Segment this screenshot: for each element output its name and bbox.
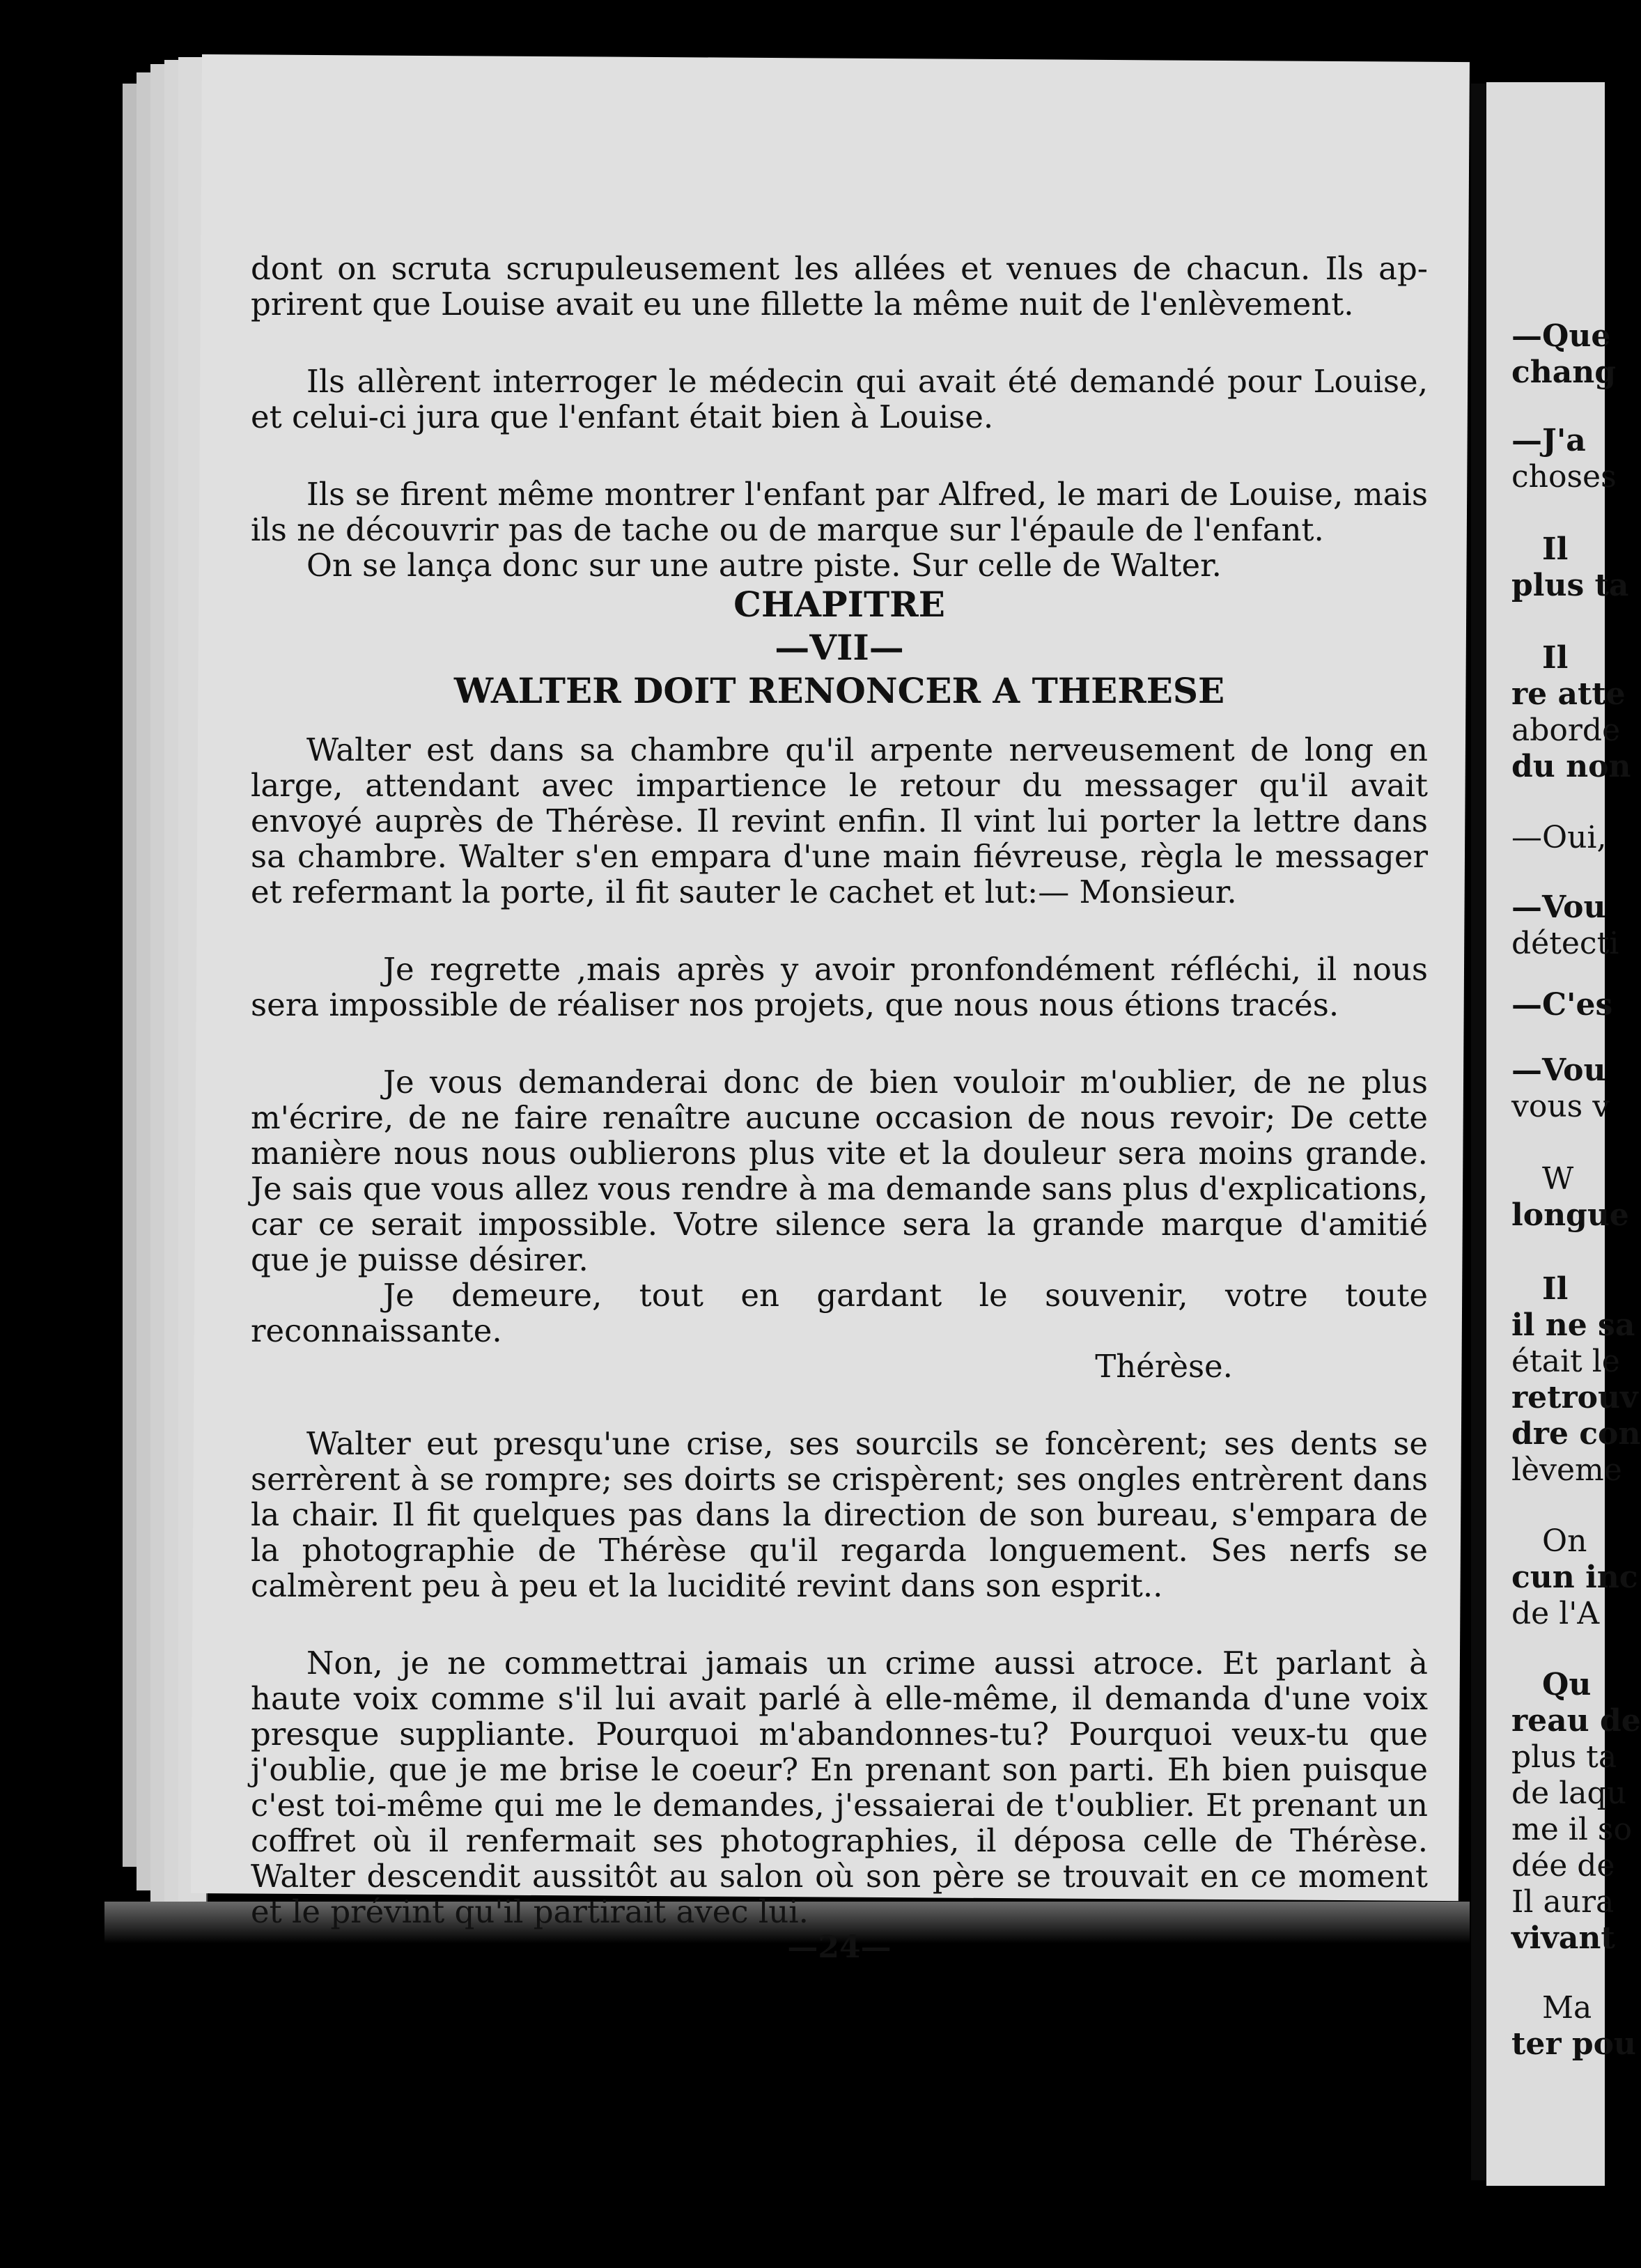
letter-signature: Thérèse. bbox=[1095, 1348, 1233, 1385]
facing-line: longue bbox=[1511, 1197, 1629, 1233]
facing-line: de l'A bbox=[1511, 1596, 1600, 1631]
facing-page bbox=[1486, 82, 1641, 2186]
facing-line: dée de bbox=[1511, 1848, 1615, 1883]
facing-line: plus ta bbox=[1511, 568, 1629, 603]
facing-line: —J'a bbox=[1511, 423, 1586, 458]
facing-line: vivant bbox=[1511, 1920, 1615, 1956]
facing-line: Qu bbox=[1542, 1667, 1592, 1702]
facing-line: —C'es bbox=[1511, 987, 1613, 1023]
facing-line: Il bbox=[1542, 1271, 1569, 1307]
facing-line: vous v bbox=[1511, 1089, 1610, 1124]
facing-line: était le bbox=[1511, 1344, 1620, 1379]
facing-line: On bbox=[1542, 1523, 1587, 1559]
letter-paragraph-2: Je vous demanderai donc de bien vouloir m'oublier, de ne plus m'écrire, de ne faire renaître aucune occasion de nous revoir; De cette manière nous nous oublierons plus vite et la douleur sera moins grande. Je sais que vous allez vous rendre à ma demande sans plus d'explications, car ce serait impossible. Votre silence sera la grande marque d'amitié que je puisse désirer. bbox=[251, 1064, 1428, 1278]
facing-line: ter pou bbox=[1511, 2026, 1636, 2062]
facing-line: re atte bbox=[1511, 676, 1626, 712]
letter-closing: Je demeure, tout en gardant le souvenir, votre toute reconnaissante. bbox=[251, 1277, 1428, 1349]
facing-line: retrouv bbox=[1511, 1380, 1638, 1415]
facing-line: reau de bbox=[1511, 1703, 1641, 1739]
facing-line: dre con bbox=[1511, 1416, 1641, 1452]
chapter-label: CHAPITRE bbox=[733, 584, 945, 625]
facing-line: me il so bbox=[1511, 1812, 1632, 1847]
page-text bbox=[251, 251, 1428, 1965]
facing-line: Ma bbox=[1542, 1990, 1592, 2026]
paragraph-4: On se lança donc sur une autre piste. Sur celle de Walter. bbox=[306, 547, 1222, 584]
paragraph-3: Ils se firent même montrer l'enfant par Alfred, le mari de Louise, mais ils ne découvrir pas de tache ou de marque sur l'épaule de l'enfant. bbox=[251, 476, 1428, 548]
facing-line: chang bbox=[1511, 355, 1617, 390]
letter-paragraph-1: Je regrette ,mais après y avoir pronfondément réfléchi, il nous sera impossible de réaliser nos projets, que nous nous étions tracés. bbox=[251, 951, 1428, 1023]
facing-line: Il bbox=[1542, 531, 1569, 567]
page-number: —24— bbox=[787, 1929, 892, 1965]
facing-line: W bbox=[1542, 1161, 1574, 1197]
paragraph-after-letter-2: Non, je ne commettrai jamais un crime aussi atroce. Et parlant à haute voix comme s'il lui avait parlé à elle-même, il demanda d'une voix presque suppliante. Pourquoi m'abandonnes-tu? Pourquoi veux-tu que j'oublie, que je me brise le coeur? En prenant son parti. Eh bien puisque c'est toi-même qui me le demandes, j'essaierai de t'oublier. Et prenant un coffret où il renfermait ses photographies, il déposa celle de Thérèse. Walter descendit aussitôt au salon où son père se trouvait en ce moment et le prévint qu'il partirait avec lui. bbox=[251, 1645, 1428, 1930]
facing-line: Il aura bbox=[1511, 1884, 1615, 1920]
book-gutter bbox=[1471, 84, 1486, 2180]
facing-line: plus ta bbox=[1511, 1739, 1617, 1775]
chapter-number: —VII— bbox=[775, 627, 904, 668]
facing-line: du non bbox=[1511, 749, 1631, 784]
paragraph-1: dont on scruta scrupuleusement les allées et venues de chacun. Ils ap-prirent que Louise avait eu une fillette la même nuit de l'enlèvement. bbox=[251, 250, 1428, 323]
facing-line: —Oui, bbox=[1511, 820, 1607, 855]
paragraph-after-letter-1: Walter eut presqu'une crise, ses sourcils se foncèrent; ses dents se serrèrent à se rompre; ses doirts se crispèrent; ses ongles entrèrent dans la chair. Il fit quelques pas dans la direction de son bureau, s'empara de la photographie de Thérèse qu'il regarda longuement. Ses nerfs se calmèrent peu à peu et la lucidité revint dans son esprit.. bbox=[251, 1425, 1428, 1604]
paragraph-2: Ils allèrent interroger le médecin qui avait été demandé pour Louise, et celui-ci jura que l'enfant était bien à Louise. bbox=[251, 363, 1428, 435]
facing-line: choses bbox=[1511, 459, 1617, 495]
chapter-title: WALTER DOIT RENONCER A THERESE bbox=[453, 670, 1225, 711]
facing-line: détecti bbox=[1511, 926, 1619, 961]
facing-line: aborde bbox=[1511, 713, 1621, 748]
facing-line: —Vou bbox=[1511, 1053, 1606, 1088]
facing-line: lèveme bbox=[1511, 1452, 1622, 1488]
facing-line: cun inc bbox=[1511, 1560, 1638, 1595]
facing-line: de laqu bbox=[1511, 1776, 1626, 1811]
facing-line: il ne sa bbox=[1511, 1307, 1635, 1343]
facing-line: Il bbox=[1542, 640, 1569, 676]
chapter-paragraph: Walter est dans sa chambre qu'il arpente nerveusement de long en large, attendant avec impartience le retour du messager qu'il avait envoyé auprès de Thérèse. Il revint enfin. Il vint lui porter la lettre dans sa chambre. Walter s'en empara d'une main fiévreuse, règla le messager et refermant la porte, il fit sauter le cachet et lut:— Monsieur. bbox=[251, 731, 1428, 910]
facing-line: —Vou bbox=[1511, 890, 1606, 925]
facing-line: —Que bbox=[1511, 318, 1611, 354]
